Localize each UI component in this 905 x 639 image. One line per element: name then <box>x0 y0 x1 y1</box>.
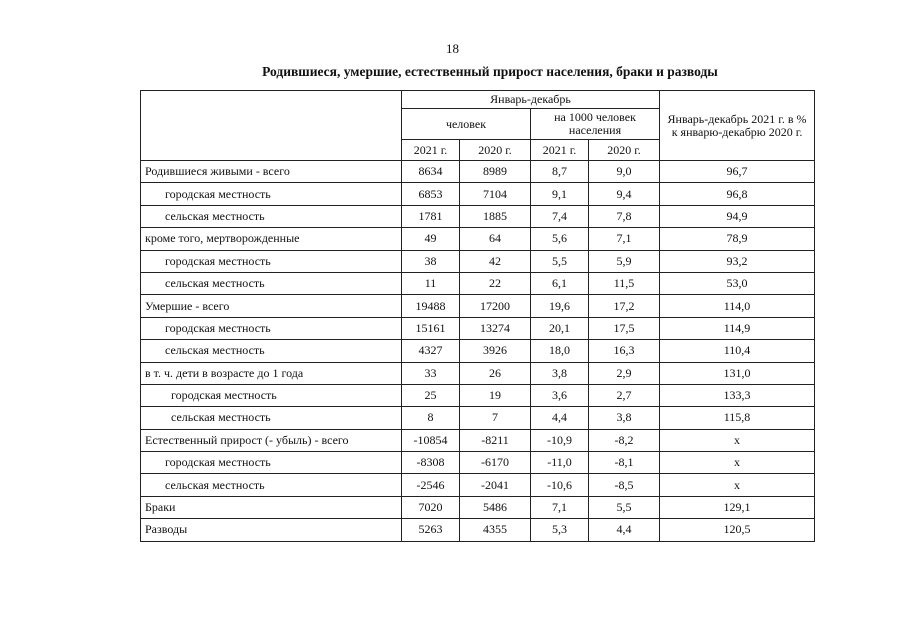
table-row <box>141 429 815 451</box>
cell-rate-2020: 9,4 <box>589 183 660 205</box>
cell-rate-2021: 9,1 <box>531 183 589 205</box>
cell-persons-2021: -10854 <box>402 429 460 451</box>
table-body <box>141 161 815 542</box>
cell-persons-2021: 7020 <box>402 496 460 518</box>
cell-rate-2021: 19,6 <box>531 295 589 317</box>
cell-row-label: городская местность <box>141 452 402 474</box>
cell-row-label: городская местность <box>141 250 402 272</box>
cell-persons-2020: 1885 <box>460 205 531 227</box>
cell-persons-2021: 19488 <box>402 295 460 317</box>
table-row <box>141 452 815 474</box>
cell-rate-2021: 3,8 <box>531 362 589 384</box>
cell-persons-2021: 1781 <box>402 205 460 227</box>
cell-persons-2021: -2546 <box>402 474 460 496</box>
header-persons-2021: 2021 г. <box>402 140 460 161</box>
cell-persons-2020: 5486 <box>460 496 531 518</box>
cell-rate-2021: 8,7 <box>531 161 589 183</box>
cell-persons-2020: 3926 <box>460 340 531 362</box>
cell-row-label: Умершие - всего <box>141 295 402 317</box>
cell-rate-2021: 7,4 <box>531 205 589 227</box>
cell-row-label: в т. ч. дети в возрасте до 1 года <box>141 362 402 384</box>
cell-rate-2020: 2,9 <box>589 362 660 384</box>
cell-percent-of-2020: 114,9 <box>660 317 815 339</box>
cell-percent-of-2020: 129,1 <box>660 496 815 518</box>
cell-persons-2020: 13274 <box>460 317 531 339</box>
cell-rate-2021: 5,3 <box>531 519 589 541</box>
cell-rate-2020: 7,8 <box>589 205 660 227</box>
cell-persons-2020: 17200 <box>460 295 531 317</box>
cell-rate-2021: -10,6 <box>531 474 589 496</box>
cell-persons-2021: 8 <box>402 407 460 429</box>
cell-persons-2020: 19 <box>460 384 531 406</box>
cell-persons-2021: 11 <box>402 272 460 294</box>
page-number: 18 <box>446 41 459 56</box>
cell-percent-of-2020: 115,8 <box>660 407 815 429</box>
cell-rate-2020: 16,3 <box>589 340 660 362</box>
cell-rate-2021: 3,6 <box>531 384 589 406</box>
cell-percent-of-2020: x <box>660 429 815 451</box>
table-row <box>141 161 815 183</box>
table-row <box>141 474 815 496</box>
cell-percent-of-2020: 94,9 <box>660 205 815 227</box>
cell-percent-of-2020: 120,5 <box>660 519 815 541</box>
cell-rate-2020: 2,7 <box>589 384 660 406</box>
cell-percent-of-2020: 96,8 <box>660 183 815 205</box>
header-rate-2021: 2021 г. <box>531 140 589 161</box>
table-row <box>141 519 815 541</box>
cell-row-label: сельская местность <box>141 407 402 429</box>
cell-percent-of-2020: 96,7 <box>660 161 815 183</box>
cell-rate-2020: -8,5 <box>589 474 660 496</box>
cell-percent-of-2020: 110,4 <box>660 340 815 362</box>
table-row <box>141 295 815 317</box>
cell-percent-of-2020: 93,2 <box>660 250 815 272</box>
table-row <box>141 272 815 294</box>
cell-row-label: кроме того, мертворожденные <box>141 228 402 250</box>
cell-percent-of-2020: x <box>660 452 815 474</box>
cell-row-label: городская местность <box>141 384 402 406</box>
cell-row-label: Браки <box>141 496 402 518</box>
cell-persons-2020: -2041 <box>460 474 531 496</box>
cell-persons-2021: 4327 <box>402 340 460 362</box>
cell-row-label: городская местность <box>141 183 402 205</box>
cell-rate-2020: 4,4 <box>589 519 660 541</box>
cell-rate-2020: -8,2 <box>589 429 660 451</box>
cell-rate-2021: 4,4 <box>531 407 589 429</box>
cell-row-label: городская местность <box>141 317 402 339</box>
table-row <box>141 407 815 429</box>
table-row <box>141 228 815 250</box>
cell-rate-2020: 7,1 <box>589 228 660 250</box>
cell-rate-2020: 5,5 <box>589 496 660 518</box>
cell-persons-2020: 64 <box>460 228 531 250</box>
cell-rate-2021: 7,1 <box>531 496 589 518</box>
cell-rate-2020: 3,8 <box>589 407 660 429</box>
cell-rate-2020: 9,0 <box>589 161 660 183</box>
cell-persons-2021: 33 <box>402 362 460 384</box>
cell-row-label: Естественный прирост (- убыль) - всего <box>141 429 402 451</box>
cell-persons-2020: 7104 <box>460 183 531 205</box>
cell-rate-2021: 20,1 <box>531 317 589 339</box>
cell-persons-2020: -8211 <box>460 429 531 451</box>
table-row <box>141 317 815 339</box>
table-row <box>141 205 815 227</box>
cell-persons-2021: 38 <box>402 250 460 272</box>
cell-rate-2021: 5,5 <box>531 250 589 272</box>
cell-row-label: Родившиеся живыми - всего <box>141 161 402 183</box>
cell-persons-2020: 26 <box>460 362 531 384</box>
cell-persons-2020: 42 <box>460 250 531 272</box>
cell-persons-2020: 7 <box>460 407 531 429</box>
header-period: Январь-декабрь <box>402 91 660 109</box>
cell-rate-2021: 18,0 <box>531 340 589 362</box>
cell-rate-2020: -8,1 <box>589 452 660 474</box>
header-per-1000: на 1000 человек населения <box>531 109 660 140</box>
cell-percent-of-2020: 114,0 <box>660 295 815 317</box>
cell-percent-of-2020: 131,0 <box>660 362 815 384</box>
cell-persons-2020: 8989 <box>460 161 531 183</box>
cell-persons-2020: -6170 <box>460 452 531 474</box>
cell-persons-2020: 4355 <box>460 519 531 541</box>
table-title: Родившиеся, умершие, естественный прирост населения, браки и разводы <box>262 64 718 79</box>
cell-persons-2021: -8308 <box>402 452 460 474</box>
cell-rate-2020: 11,5 <box>589 272 660 294</box>
header-rate-2020: 2020 г. <box>589 140 660 161</box>
cell-percent-of-2020: 78,9 <box>660 228 815 250</box>
cell-rate-2021: 6,1 <box>531 272 589 294</box>
header-persons: человек <box>402 109 531 140</box>
cell-row-label: сельская местность <box>141 205 402 227</box>
table-row <box>141 384 815 406</box>
cell-row-label: Разводы <box>141 519 402 541</box>
cell-rate-2020: 5,9 <box>589 250 660 272</box>
cell-persons-2021: 5263 <box>402 519 460 541</box>
cell-rate-2021: -10,9 <box>531 429 589 451</box>
cell-percent-of-2020: 53,0 <box>660 272 815 294</box>
cell-percent-of-2020: x <box>660 474 815 496</box>
table-row <box>141 340 815 362</box>
table-row <box>141 183 815 205</box>
demographics-table <box>140 90 815 542</box>
cell-rate-2021: 5,6 <box>531 228 589 250</box>
cell-persons-2020: 22 <box>460 272 531 294</box>
cell-row-label: сельская местность <box>141 340 402 362</box>
cell-persons-2021: 25 <box>402 384 460 406</box>
cell-persons-2021: 8634 <box>402 161 460 183</box>
cell-percent-of-2020: 133,3 <box>660 384 815 406</box>
header-persons-2020: 2020 г. <box>460 140 531 161</box>
header-indicator-cell <box>141 91 402 161</box>
table-row <box>141 496 815 518</box>
cell-rate-2020: 17,2 <box>589 295 660 317</box>
cell-row-label: сельская местность <box>141 272 402 294</box>
cell-persons-2021: 15161 <box>402 317 460 339</box>
cell-persons-2021: 6853 <box>402 183 460 205</box>
cell-rate-2020: 17,5 <box>589 317 660 339</box>
cell-row-label: сельская местность <box>141 474 402 496</box>
table-row <box>141 250 815 272</box>
cell-rate-2021: -11,0 <box>531 452 589 474</box>
header-percent: Январь-декабрь 2021 г. в % к январю-декабрю 2020 г. <box>660 91 815 161</box>
table-row <box>141 362 815 384</box>
cell-persons-2021: 49 <box>402 228 460 250</box>
